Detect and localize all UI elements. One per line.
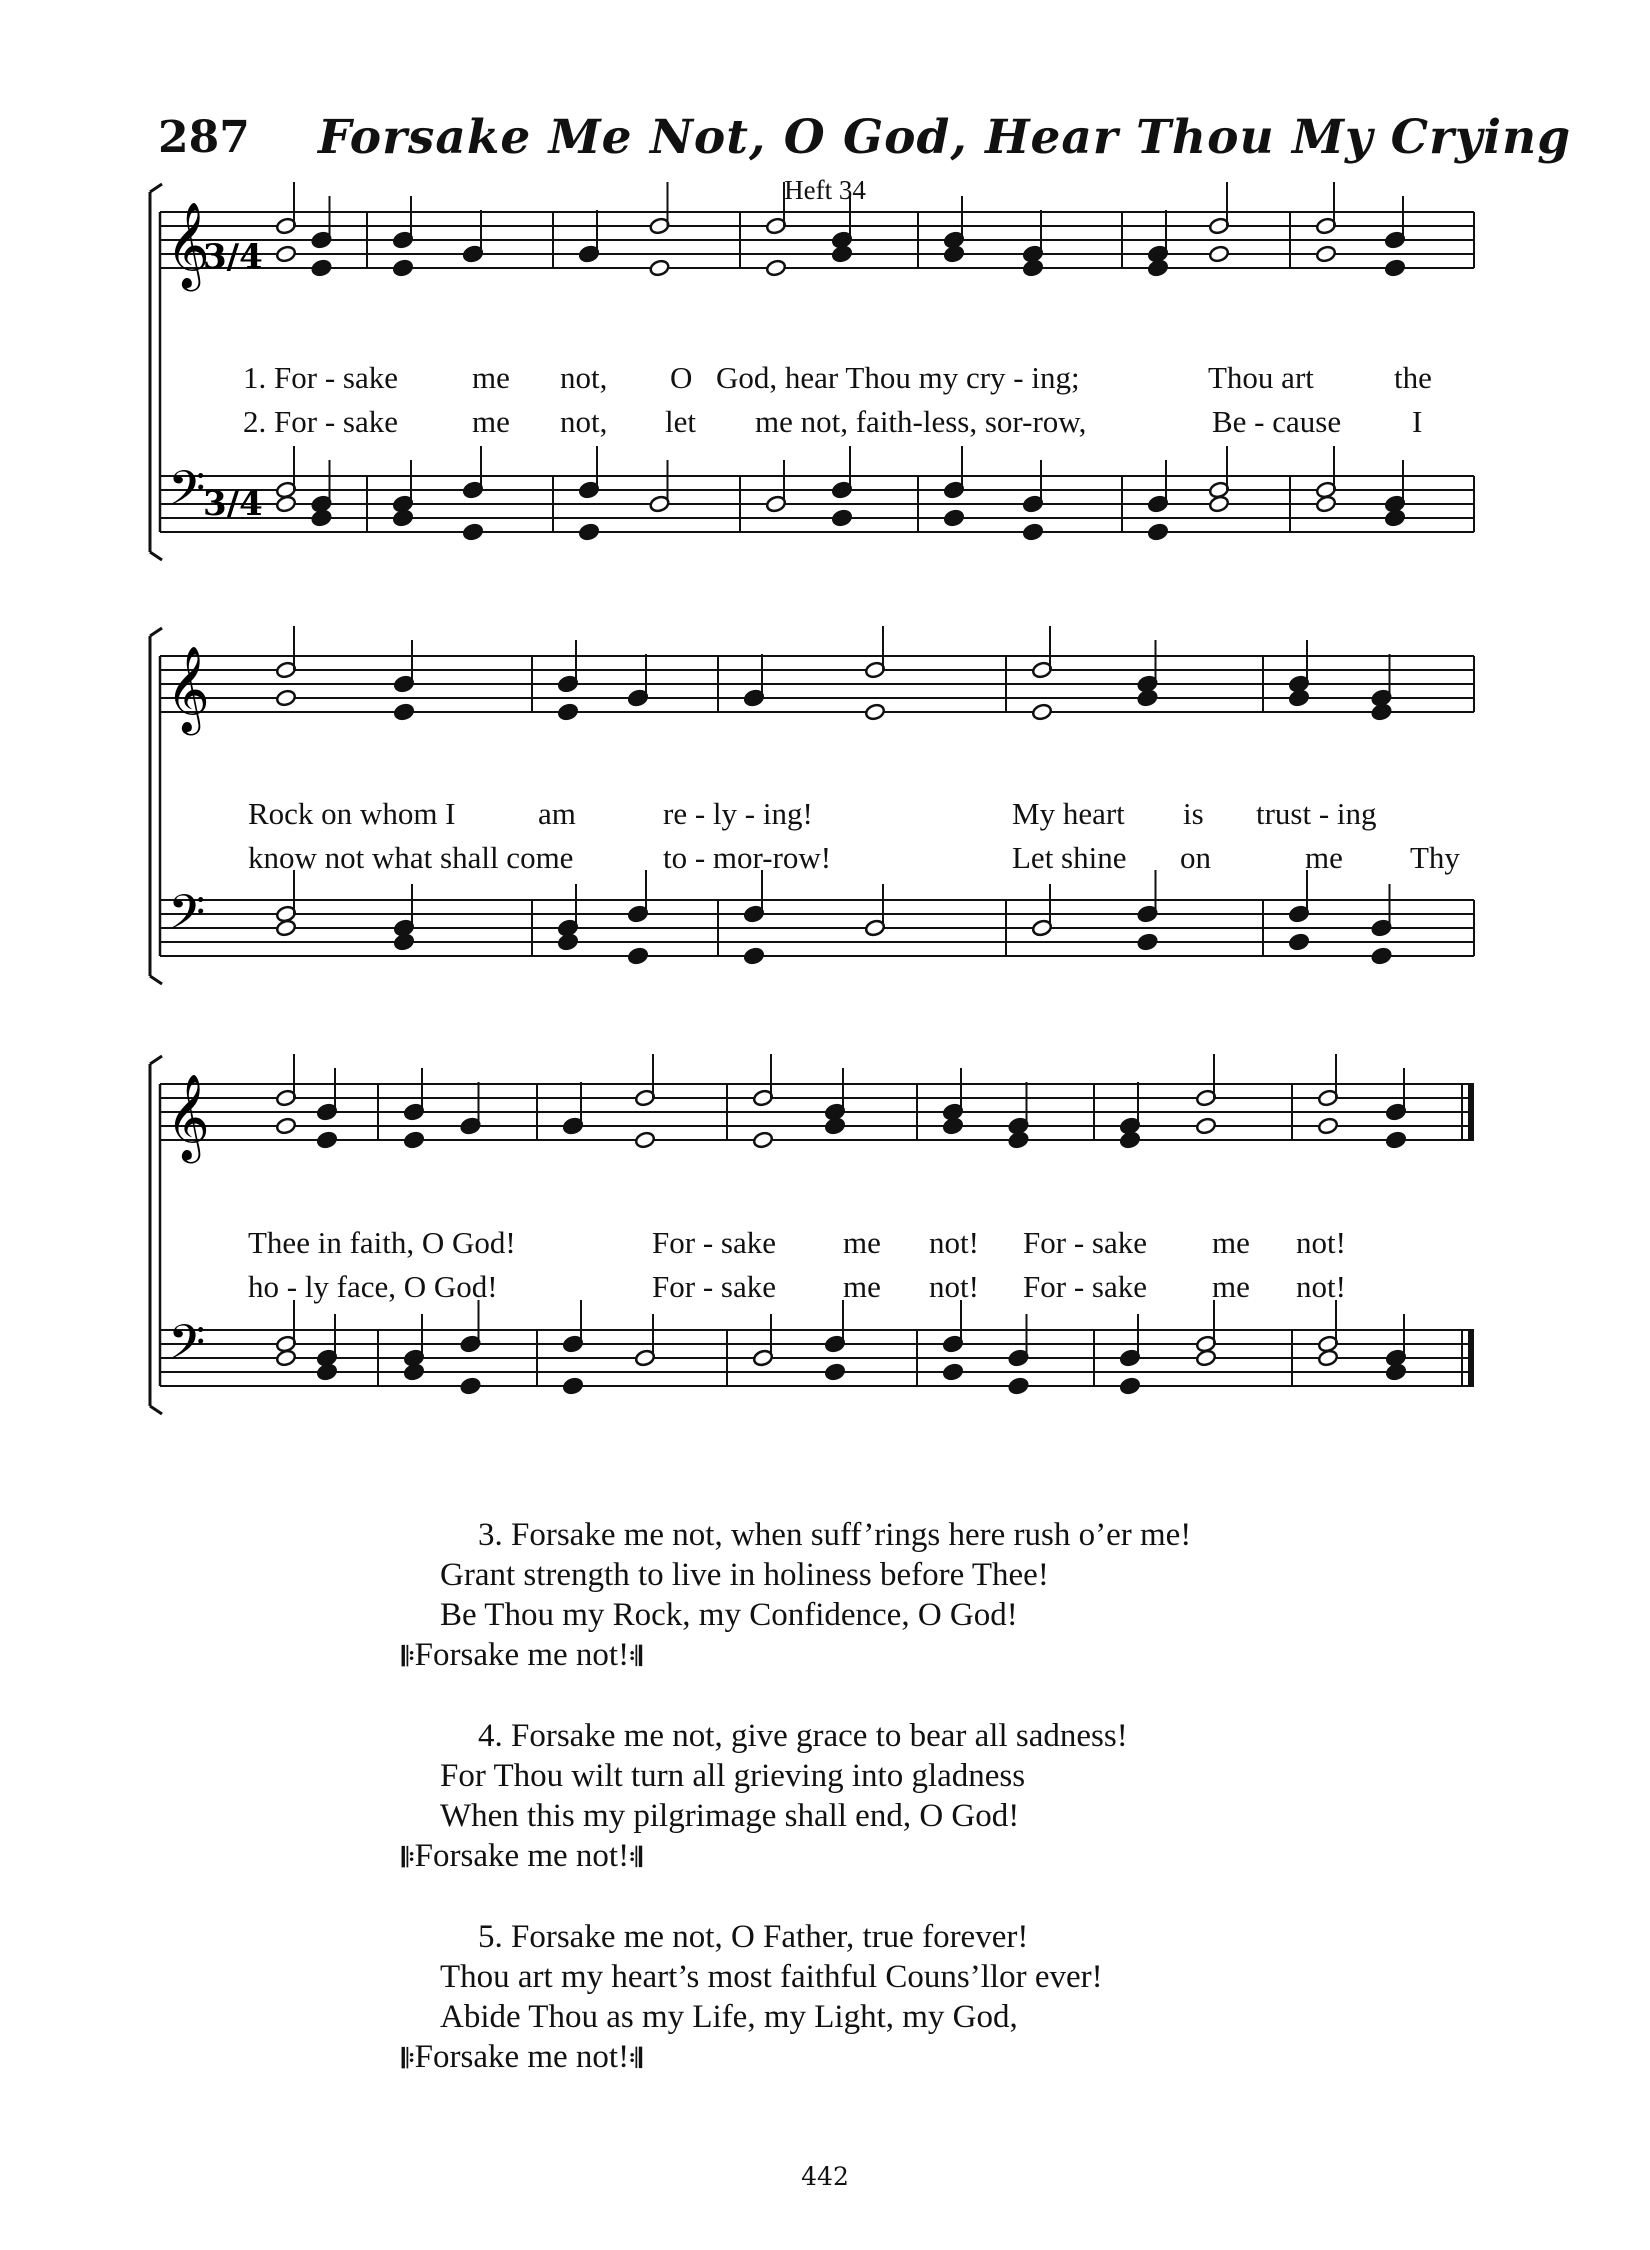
- note-head: [1137, 689, 1158, 707]
- stanza-4-line-3: When this my pilgrimage shall end, O God!: [440, 1798, 1020, 1834]
- note-head: [1385, 1131, 1406, 1149]
- bass-clef-icon: 𝄢: [168, 460, 206, 528]
- note-head: [1022, 523, 1043, 541]
- note-head: [275, 1117, 296, 1135]
- note-head: [557, 703, 578, 721]
- note-head: [1384, 509, 1405, 527]
- lyric-s3-v1-2: For - sake: [652, 1225, 776, 1260]
- stanza-3-line-4: [402, 1637, 642, 1674]
- note-head: [943, 509, 964, 527]
- lyric-s2-v1-4: My heart: [1012, 796, 1125, 831]
- note-head: [403, 1131, 424, 1149]
- lyric-s3-v1-5: For - sake: [1023, 1225, 1147, 1260]
- brace-hook: [150, 1406, 162, 1414]
- note-head: [275, 689, 296, 707]
- lyric-s1-v2-3: not,: [560, 404, 608, 439]
- stanza-4-line-2: For Thou wilt turn all grieving into gladness: [440, 1758, 1026, 1794]
- note-head: [1208, 495, 1229, 513]
- page-number: 442: [801, 2162, 849, 2191]
- note-head: [627, 947, 648, 965]
- note-head: [1315, 245, 1336, 263]
- stanza-4-line-1: 4. Forsake me not, give grace to bear all sadness!: [478, 1718, 1128, 1754]
- stanza-3-line-1: 3. Forsake me not, when suff’rings here rush o’er me!: [478, 1517, 1192, 1553]
- note-head: [1147, 259, 1168, 277]
- lyric-s2-v1-5: is: [1183, 796, 1204, 831]
- lyric-s3-v2-5: For - sake: [1023, 1269, 1147, 1304]
- note-head: [1119, 1377, 1140, 1395]
- lyric-s3-v2-1: ho - ly face, O God!: [248, 1269, 498, 1304]
- lyric-s1-v1-3: not,: [560, 360, 608, 395]
- lyric-s2-v2-5: me: [1305, 840, 1343, 875]
- note-head: [1195, 1349, 1216, 1367]
- lyric-s1-v2-5: me not, faith-less, sor-row,: [755, 404, 1087, 439]
- note-head: [316, 1131, 337, 1149]
- note-head: [1208, 245, 1229, 263]
- note-head: [1385, 1363, 1406, 1381]
- note-head: [824, 1363, 845, 1381]
- repeat-close-icon: 𝄇: [629, 1843, 642, 1873]
- note-head: [1008, 1131, 1029, 1149]
- treble-clef-icon: 𝄞: [166, 202, 210, 288]
- note-head: [460, 1377, 481, 1395]
- note-head: [1317, 1349, 1338, 1367]
- lyric-s2-v2-4: on: [1180, 840, 1211, 875]
- note-head: [578, 523, 599, 541]
- note-head: [1147, 523, 1168, 541]
- note-head: [403, 1363, 424, 1381]
- note-head: [275, 245, 296, 263]
- lyric-s1-v2-4: let: [665, 404, 696, 439]
- note-head: [393, 933, 414, 951]
- note-head: [393, 703, 414, 721]
- lyric-s1-v2-7: I: [1412, 404, 1423, 439]
- refrain-text: Forsake me not!: [414, 2039, 630, 2075]
- lyric-s1-v1-5: God, hear Thou my cry - ing;: [716, 360, 1080, 395]
- note-head: [743, 947, 764, 965]
- note-head: [942, 1363, 963, 1381]
- lyric-s1-v1-6: Thou art: [1208, 360, 1314, 395]
- stanza-5-line-3: Abide Thou as my Life, my Light, my God,: [440, 1999, 1018, 2035]
- stanza-5-line-4: [402, 2039, 642, 2076]
- treble-clef-icon: 𝄞: [166, 1074, 210, 1160]
- brace-hook: [150, 628, 162, 636]
- note-head: [311, 509, 332, 527]
- lyric-s2-v2-1: know not what shall come: [248, 840, 574, 875]
- note-head: [1288, 689, 1309, 707]
- note-head: [275, 919, 296, 937]
- lyric-s3-v2-6: me: [1212, 1269, 1250, 1304]
- note-head: [1371, 703, 1392, 721]
- note-head: [1022, 259, 1043, 277]
- lyric-s1-v2-1: 2. For - sake: [243, 404, 398, 439]
- refrain-text: Forsake me not!: [414, 1838, 630, 1874]
- time-signature-treble: 3/4: [203, 237, 263, 277]
- refrain-text: Forsake me not!: [414, 1637, 630, 1673]
- stanza-3-line-3: Be Thou my Rock, my Confidence, O God!: [440, 1597, 1018, 1633]
- lyric-s1-v1-1: 1. For - sake: [243, 360, 398, 395]
- lyric-s1-v1-2: me: [472, 360, 510, 395]
- repeat-close-icon: 𝄇: [629, 2044, 642, 2074]
- lyric-s3-v1-1: Thee in faith, O God!: [248, 1225, 516, 1260]
- note-head: [1317, 1117, 1338, 1135]
- note-head: [1137, 933, 1158, 951]
- bass-clef-icon: 𝄢: [168, 884, 206, 952]
- note-head: [943, 245, 964, 263]
- repeat-close-icon: 𝄇: [629, 1642, 642, 1672]
- note-head: [942, 1117, 963, 1135]
- note-head: [831, 509, 852, 527]
- note-head: [316, 1363, 337, 1381]
- note-head: [824, 1117, 845, 1135]
- lyric-s3-v1-7: not!: [1296, 1225, 1346, 1260]
- brace-hook: [150, 1056, 162, 1064]
- lyric-s2-v2-6: Thy: [1410, 840, 1460, 875]
- lyric-s3-v2-4: not!: [929, 1269, 979, 1304]
- bass-clef-icon: 𝄢: [168, 1314, 206, 1382]
- note-head: [275, 495, 296, 513]
- lyric-s2-v2-2: to - mor-row!: [663, 840, 832, 875]
- note-head: [557, 933, 578, 951]
- note-head: [765, 259, 786, 277]
- note-head: [1008, 1377, 1029, 1395]
- stanza-5-line-2: Thou art my heart’s most faithful Couns’llor ever!: [440, 1959, 1103, 1995]
- repeat-open-icon: 𝄆: [402, 2044, 415, 2074]
- time-signature-bass: 3/4: [203, 484, 263, 524]
- lyric-s3-v1-4: not!: [929, 1225, 979, 1260]
- lyric-s3-v2-2: For - sake: [652, 1269, 776, 1304]
- brace-hook: [150, 552, 162, 560]
- brace-hook: [150, 976, 162, 984]
- note-head: [311, 259, 332, 277]
- note-head: [1031, 703, 1052, 721]
- treble-clef-icon: 𝄞: [166, 646, 210, 732]
- note-head: [1195, 1117, 1216, 1135]
- tune-name: Heft 34: [784, 175, 866, 205]
- repeat-open-icon: 𝄆: [402, 1642, 415, 1672]
- note-head: [275, 1349, 296, 1367]
- lyric-s2-v2-3: Let shine: [1012, 840, 1127, 875]
- note-head: [1384, 259, 1405, 277]
- note-head: [634, 1131, 655, 1149]
- note-head: [1371, 947, 1392, 965]
- note-head: [831, 245, 852, 263]
- note-head: [1119, 1131, 1140, 1149]
- lyric-s3-v2-7: not!: [1296, 1269, 1346, 1304]
- note-head: [562, 1377, 583, 1395]
- brace-hook: [150, 184, 162, 192]
- hymn-title: Forsake Me Not, O God, Hear Thou My Crying: [318, 110, 1572, 165]
- lyric-s2-v1-3: re - ly - ing!: [663, 796, 813, 831]
- lyric-s1-v2-6: Be - cause: [1212, 404, 1342, 439]
- note-head: [1288, 933, 1309, 951]
- note-head: [649, 259, 670, 277]
- note-head: [462, 523, 483, 541]
- stanza-4-line-4: [402, 1838, 642, 1875]
- stanza-3-line-2: Grant strength to live in holiness before Thee!: [440, 1557, 1049, 1593]
- note-head: [1315, 495, 1336, 513]
- note-head: [392, 509, 413, 527]
- hymn-number: 287: [158, 112, 250, 163]
- lyric-s3-v1-3: me: [843, 1225, 881, 1260]
- lyric-s2-v1-6: trust - ing: [1256, 796, 1377, 831]
- lyric-s1-v1-4: O: [670, 360, 693, 395]
- lyric-s3-v1-6: me: [1212, 1225, 1250, 1260]
- stanza-5-line-1: 5. Forsake me not, O Father, true forever!: [478, 1919, 1029, 1955]
- lyric-s1-v1-7: the: [1394, 360, 1432, 395]
- lyric-s2-v1-2: am: [538, 796, 576, 831]
- lyric-s2-v1-1: Rock on whom I: [248, 796, 456, 831]
- repeat-open-icon: 𝄆: [402, 1843, 415, 1873]
- lyric-s1-v2-2: me: [472, 404, 510, 439]
- note-head: [392, 259, 413, 277]
- note-head: [752, 1131, 773, 1149]
- lyric-s3-v2-3: me: [843, 1269, 881, 1304]
- note-head: [864, 703, 885, 721]
